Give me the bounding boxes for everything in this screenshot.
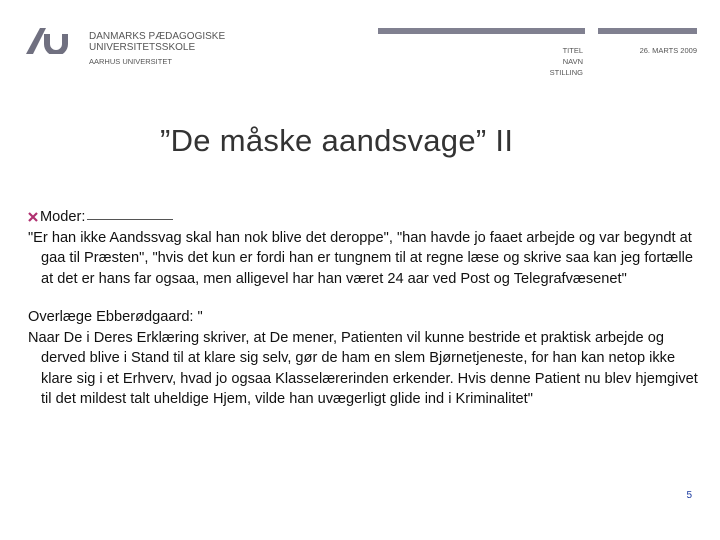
- org-line-2: UNIVERSITETSSKOLE: [89, 42, 196, 53]
- org-line-1: DANMARKS PÆDAGOGISKE: [89, 31, 226, 42]
- header-bar-left: [378, 28, 585, 34]
- header-bar-right: [598, 28, 697, 34]
- organization-name: [89, 31, 225, 67]
- section-heading-row: [28, 307, 700, 328]
- section-heading: Moder:: [40, 209, 86, 225]
- org-line-3: AARHUS UNIVERSITET: [89, 57, 172, 66]
- section-heading-row: [28, 207, 700, 228]
- header-meta: [550, 45, 583, 78]
- meta-title: TITEL: [562, 46, 583, 55]
- meta-position: STILLING: [549, 68, 583, 77]
- meta-name: NAVN: [562, 57, 583, 66]
- slide-content: [28, 207, 700, 410]
- section-heading: Overlæge Ebberødgaard: ": [28, 309, 203, 325]
- section-text: "Er han ikke Aandssvag skal han nok blive det deroppe", "han havde jo faaet arbejde og var begyndt at gaa til Præsten", "hvis det kun er fordi han er tungnem til at regne læse og skrive saa kan jeg fortælle at det er hans far ogsaa, men alligevel har han været 24 aar ved Post og Telegrafvæsenet": [28, 229, 694, 287]
- section-text: Naar De i Deres Erklæring skriver, at De mener, Patienten vil kunne bestride et praktisk arbejde og derved blive i Stand til at klare sig selv, gør de ham en slem Bjørnetjeneste, for han kan netop ikke klare sig i et Erhverv, hvad jo ogsaa Klasselærerinden erkender. Hvis denne Patient nu blev hjemgivet til det mildest talt uheldige Hjem, vilde han uvægerligt glide ind i Kriminalitet": [28, 329, 698, 407]
- page-number: 5: [686, 490, 692, 501]
- section-overlaege: [28, 307, 700, 410]
- heading-underline: [87, 219, 173, 220]
- header-date: 26. MARTS 2009: [639, 46, 697, 55]
- slide-title: ”De måske aandsvage” II: [160, 123, 514, 158]
- university-logo: [26, 28, 76, 54]
- section-moder: [28, 207, 700, 289]
- bullet-cross-icon: [28, 212, 38, 222]
